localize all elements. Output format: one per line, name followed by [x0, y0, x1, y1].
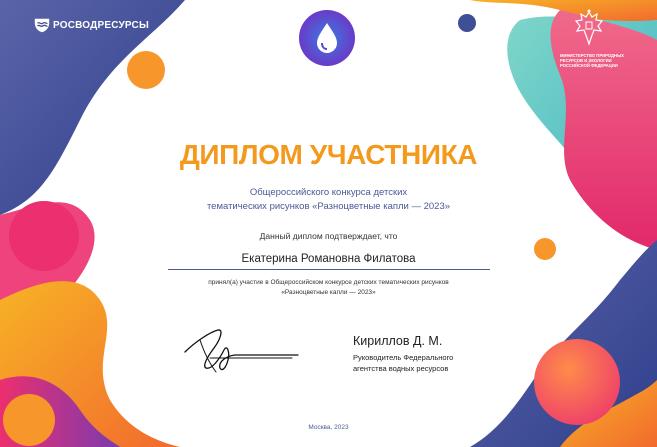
handwritten-signature: [180, 322, 300, 374]
navy-dot-top: [458, 14, 476, 32]
orange-circle-top: [127, 51, 165, 89]
navy-wave-top-left: [0, 0, 185, 215]
water-drop-icon: [298, 9, 356, 67]
signatory-position-line-2: агентства водных ресурсов: [353, 363, 449, 373]
contest-description: [0, 186, 657, 214]
diploma-title: ДИПЛОМ УЧАСТНИКА: [179, 139, 478, 170]
pink-wave-right: [551, 10, 657, 250]
signatory-name: Кириллов Д. М.: [353, 334, 443, 348]
contest-line-2: тематических рисунков «Разноцветные капли — 2023»: [206, 201, 451, 212]
orange-ball-bottom-left: [3, 394, 55, 446]
agency-logo-text: РОСВОДРЕСУРСЫ: [53, 20, 149, 31]
city-year: Москва, 2023: [308, 424, 349, 431]
signatory-position: [353, 353, 453, 374]
participation-text: [0, 278, 657, 298]
participation-line-1: принял(а) участие в Общероссийском конкурсе детских тематических рисунков: [208, 279, 449, 286]
signatory-position-line-1: Руководитель Федерального: [353, 353, 454, 362]
double-headed-eagle-icon: [572, 8, 606, 46]
contest-line-1: Общероссийского конкурса детских: [249, 187, 408, 198]
orange-ball-bottom-right: [534, 339, 620, 425]
agency-logo-icon: [33, 16, 51, 34]
ministry-caption: МИНИСТЕРСТВО ПРИРОДНЫХ РЕСУРСОВ И ЭКОЛОГИИ РОССИЙСКОЙ ФЕДЕРАЦИИ: [560, 53, 624, 68]
recipient-name: Екатерина Романовна Филатова: [241, 253, 416, 265]
participation-line-2: «Разноцветные капли — 2023»: [281, 289, 376, 296]
confirm-text: Данный диплом подтверждает, что: [259, 231, 398, 241]
name-underline: [168, 269, 490, 270]
